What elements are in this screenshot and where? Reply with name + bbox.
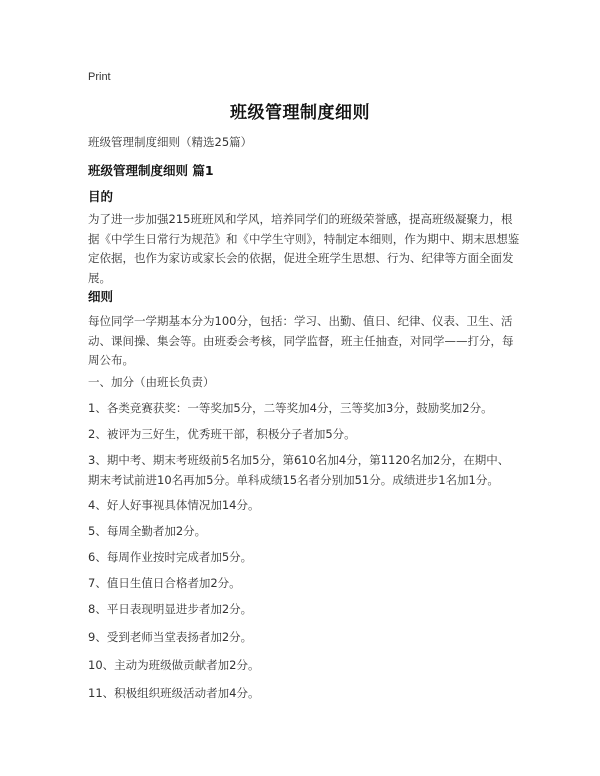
goal-heading: 目的 (88, 189, 114, 204)
rule-item: 6、每周作业按时完成者加5分。 (88, 550, 253, 564)
rule-item: 1、各类竞赛获奖：一等奖加5分，二等奖加4分，三等奖加3分，鼓励奖加2分。 (88, 401, 493, 415)
document-title: 班级管理制度细则 (230, 103, 370, 123)
goal-paragraph: 为了进一步加强215班班风和学风，培养同学们的班级荣誉感，提高班级凝聚力，根据《中学生日常行为规范》和《中学生守则》，特制定本细则，作为期中、期末思想鉴定依据，也作为家访或家长会的依据，促进全班学生思想、行为、纪律等方面全面发展。 (88, 212, 520, 285)
section-heading: 班级管理制度细则 篇1 (88, 163, 214, 178)
print-label[interactable]: Print (88, 71, 111, 83)
rule-item: 4、好人好事视具体情况加14分。 (88, 498, 260, 512)
rule-item: 2、被评为三好生，优秀班干部，积极分子者加5分。 (88, 427, 356, 441)
rule-item: 9、受到老师当堂表扬者加2分。 (88, 630, 253, 644)
rule-item: 3、期中考、期末考班级前5名加5分，第610名加4分，第1120名加2分，在期中、期末考试前进10名再加5分。单科成绩15名者分别加51分。成绩进步1名加1分。 (88, 453, 510, 487)
rule-item: 7、值日生值日合格者加2分。 (88, 576, 241, 590)
rules-heading: 细则 (88, 289, 114, 304)
rule-item: 10、主动为班级做贡献者加2分。 (88, 658, 260, 672)
rules-paragraph: 每位同学一学期基本分为100分，包括：学习、出勤、值日、纪律、仪表、卫生、活动、课间操、集会等。由班委会考核，同学监督，班主任抽查，对同学——打分，每周公布。 (88, 314, 514, 367)
add-points-heading: 一、加分（由班长负责） (88, 375, 215, 389)
rule-item: 5、每周全勤者加2分。 (88, 524, 207, 538)
rule-item: 8、平日表现明显进步者加2分。 (88, 602, 253, 616)
rule-item: 11、积极组织班级活动者加4分。 (88, 686, 260, 700)
document-subtitle: 班级管理制度细则（精选25篇） (88, 135, 253, 149)
